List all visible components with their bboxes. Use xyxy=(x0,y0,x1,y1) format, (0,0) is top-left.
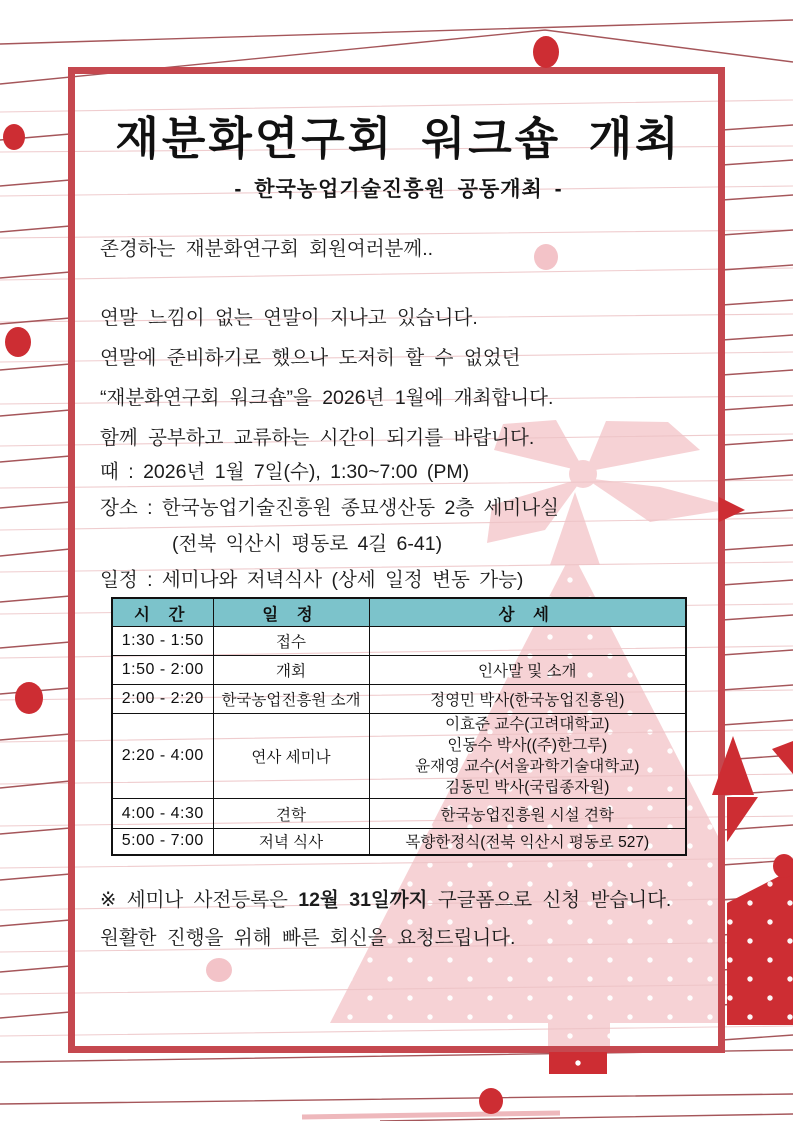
table-row xyxy=(112,627,686,656)
header-time: 시 간 xyxy=(112,598,213,627)
registration-note-line2: 원활한 진행을 위해 빠른 회신을 요청드립니다. xyxy=(100,927,516,949)
schedule-table xyxy=(111,597,687,856)
header-detail: 상 세 xyxy=(369,598,686,627)
event-address-line: (전북 익산시 평동로 4길 6-41) xyxy=(172,533,443,555)
speaker-line: 이효준 교수(고려대학교) xyxy=(445,716,610,733)
table-row xyxy=(112,685,686,714)
cell-item: 개회 xyxy=(213,656,369,685)
header-item: 일 정 xyxy=(213,598,369,627)
cell-detail: 인사말 및 소개 xyxy=(369,656,686,685)
registration-note xyxy=(100,881,671,957)
cell-item: 연사 세미나 xyxy=(213,714,369,799)
speaker-line: 인동수 박사((주)한그루) xyxy=(447,737,608,754)
table-header-row xyxy=(112,598,686,627)
cell-detail: 정영민 박사(한국농업진흥원) xyxy=(369,685,686,714)
cell-time: 2:00 - 2:20 xyxy=(112,685,213,714)
paragraph-line: 함께 공부하고 교류하는 시간이 되기를 바랍니다. xyxy=(100,427,535,449)
intro-paragraph xyxy=(100,298,553,458)
cell-item: 한국농업진흥원 소개 xyxy=(213,685,369,714)
event-schedule-line: 일정 : 세미나와 저녁식사 (상세 일정 변동 가능) xyxy=(100,569,524,591)
registration-note-line1 xyxy=(100,881,671,919)
paragraph-line: 연말에 준비하기로 했으나 도저히 할 수 없었던 xyxy=(100,347,521,369)
cell-time: 2:20 - 4:00 xyxy=(112,714,213,799)
page-title: 재분화연구회 워크숍 개최 xyxy=(115,113,682,164)
paragraph-line: 연말 느낌이 없는 연말이 지나고 있습니다. xyxy=(100,307,478,329)
table-row xyxy=(112,799,686,829)
cell-detail: 한국농업진흥원 시설 견학 xyxy=(369,799,686,829)
event-place-line: 장소 : 한국농업기술진흥원 종묘생산동 2층 세미나실 xyxy=(100,497,559,519)
speaker-line: 김동민 박사(국립종자원) xyxy=(445,779,610,796)
event-date-line: 때 : 2026년 1월 7일(수), 1:30~7:00 (PM) xyxy=(100,461,470,483)
cell-time: 5:00 - 7:00 xyxy=(112,829,213,855)
note-prefix: ※ 세미나 사전등록은 xyxy=(100,889,299,911)
page-subtitle: - 한국농업기술진흥원 공동개최 - xyxy=(234,178,563,201)
cell-time: 1:30 - 1:50 xyxy=(112,627,213,656)
cell-detail xyxy=(369,627,686,656)
speaker-line: 윤재영 교수(서울과학기술대학교) xyxy=(415,758,640,775)
cell-time: 4:00 - 4:30 xyxy=(112,799,213,829)
greeting-line: 존경하는 재분화연구회 회원여러분께.. xyxy=(100,238,434,260)
table-row-seminar xyxy=(112,714,686,799)
cell-item: 견학 xyxy=(213,799,369,829)
cell-speakers xyxy=(369,714,686,799)
cell-detail: 목향한정식(전북 익산시 평동로 527) xyxy=(369,829,686,855)
note-deadline: 12월 31일까지 xyxy=(298,889,428,911)
table-row xyxy=(112,656,686,685)
scribble-left-margin xyxy=(0,134,70,1018)
table-row xyxy=(112,829,686,855)
cell-item: 접수 xyxy=(213,627,369,656)
paragraph-line: “재분화연구회 워크숍”을 2026년 1월에 개최합니다. xyxy=(100,387,554,409)
event-details xyxy=(100,454,559,598)
note-suffix: 구글폼으로 신청 받습니다. xyxy=(427,889,672,911)
cell-item: 저녁 식사 xyxy=(213,829,369,855)
cell-time: 1:50 - 2:00 xyxy=(112,656,213,685)
